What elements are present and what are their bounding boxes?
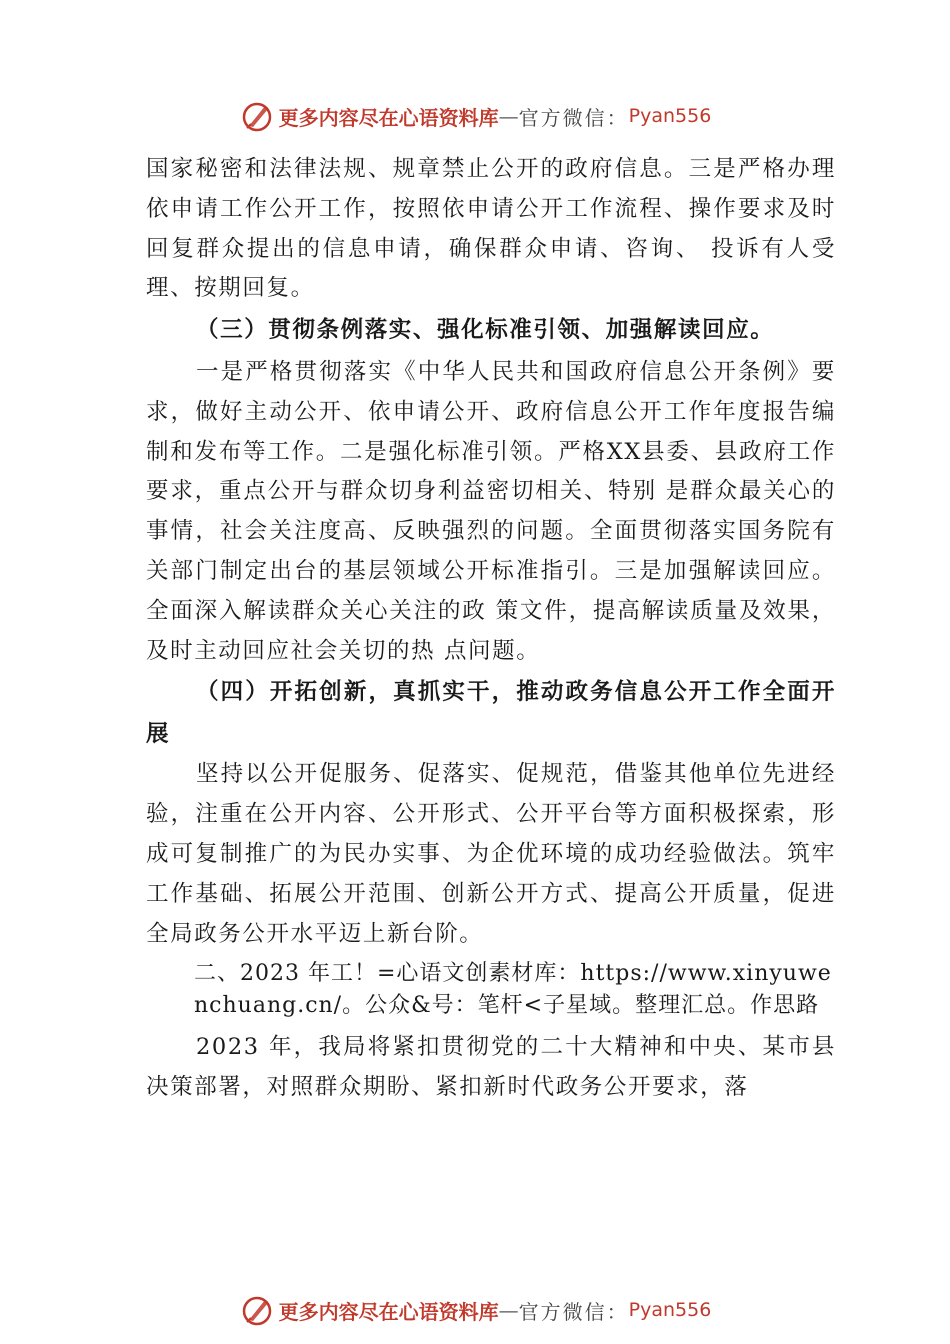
section-2-heading: 二、2023 年工！=心语文创素材库：https://www.xinyuwenchuang.cn/。公众&号：笔杆<子星域。整理汇总。作思路 [194,961,832,1019]
watermark-separator: — [498,104,519,128]
heading-4: （四）开拓创新，真抓实干，推动政务信息公开工作全面开展 [146,679,836,748]
watermark-wechat-id: Pyan556 [628,105,712,127]
footer-watermark [0,1290,950,1330]
watermark-site-name: 更多内容尽在心语资料库 [278,105,499,130]
paragraph-2: 一是严格贯彻落实《中华人民共和国政府信息公开条例》要求，做好主动公开、依申请公开、政府信息公开工作年度报告编制和发布等工作。二是强化标准引领。严格XX县委、县政府工作要求，重点公开与群众切身利益密切相关、特别 是群众最关心的事情，社会关注度高、反映强烈的问题。全面贯彻落实国务院有关部门制定出台的基层领域公开标准指引。三是加强解读回应。全面深入解读群众关心关注的政 策文件，提高解读质量及效果，及时主动回应社会关切的热 点问题。 [146,358,836,664]
paragraph-3: 坚持以公开促服务、促落实、促规范，借鉴其他单位先进经验，注重在公开内容、公开形式、公开平台等方面积极探索，形成可复制推广的为民办实事、为企优环境的成功经验做法。筑牢工作基础、拓展公开范围、创新公开方式、提高公开质量，促进全局政务公开水平迈上新台阶。 [146,761,836,947]
paragraph-1: 国家秘密和法律法规、规章禁止公开的政府信息。三是严格办理依申请工作公开工作，按照依申请公开工作流程、操作要求及时回复群众提出的信息申请，确保群众申请、咨询、 投诉有人受理、按期回复。 [146,156,836,302]
watermark-wechat-id: Pyan556 [628,1299,712,1321]
watermark-site-name: 更多内容尽在心语资料库 [278,1299,499,1324]
watermark-wechat-label: 官方微信： [518,1299,629,1324]
quill-logo-icon [239,1292,275,1328]
header-watermark [0,96,950,136]
watermark-wechat-label: 官方微信： [518,105,629,130]
watermark-separator: — [498,1298,519,1322]
paragraph-4: 2023 年，我局将紧扣贯彻党的二十大精神和中央、某市县决策部署，对照群众期盼、紧扣新时代政务公开要求，落 [146,1034,836,1101]
heading-3: （三）贯彻条例落实、强化标准引领、加强解读回应。 [196,317,775,344]
quill-logo-icon [239,98,275,134]
document-body [146,150,836,1108]
